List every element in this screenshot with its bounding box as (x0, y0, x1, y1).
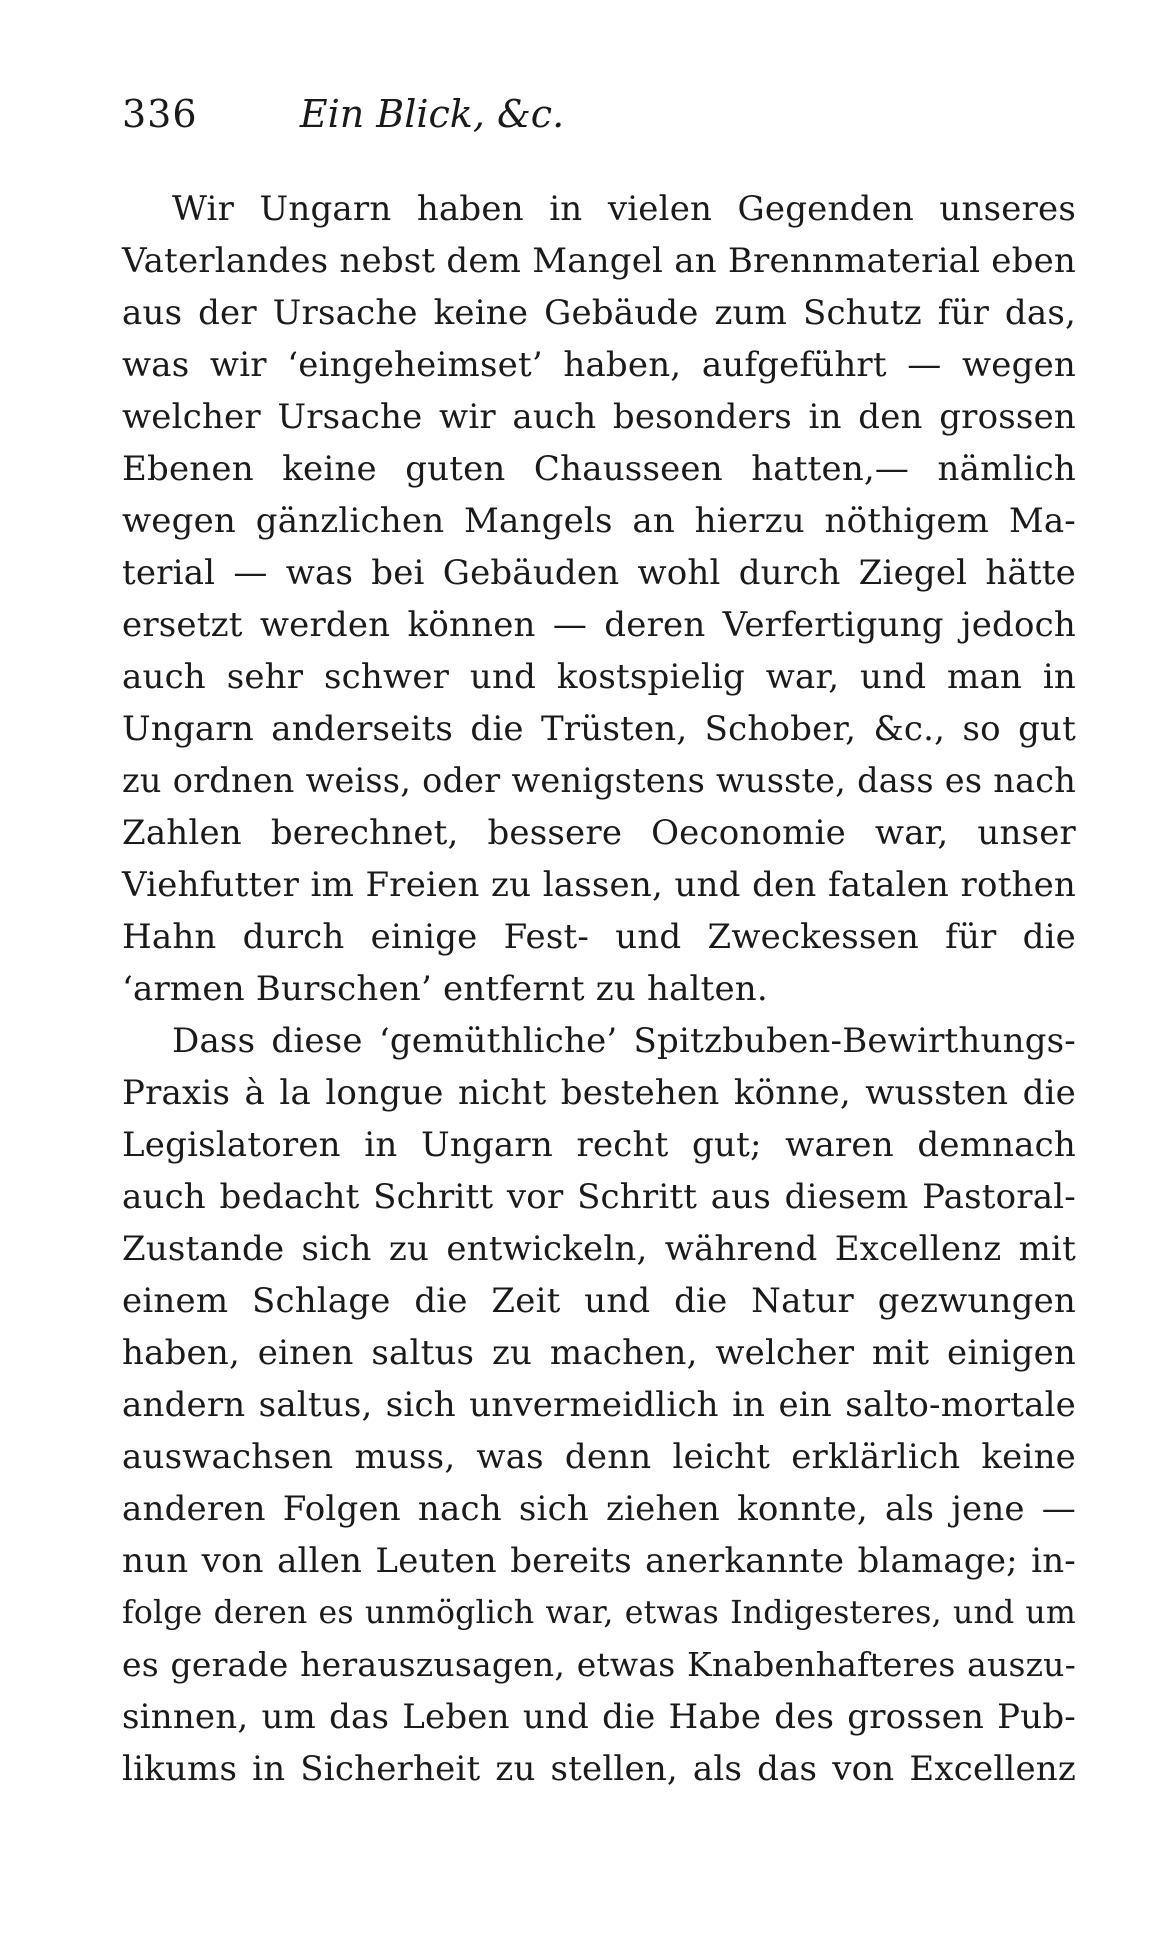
text-line: einem Schlage die Zeit und die Natur gezwungen (122, 1281, 1076, 1321)
running-head: Ein Blick, &c. (299, 92, 565, 136)
text-line: Praxis à la longue nicht bestehen könne, wussten die (122, 1073, 1076, 1113)
paragraph-1 (122, 183, 1076, 1015)
page-number: 336 (122, 92, 198, 136)
text-line: Ebenen keine guten Chausseen hatten,— nämlich (122, 449, 1076, 489)
text-line: was wir ‘eingeheimset’ haben, aufgeführt — wegen (122, 345, 1076, 385)
paragraph-2 (122, 1015, 1076, 1795)
body-text (122, 183, 1076, 1795)
text-line: likums in Sicherheit zu stellen, als das von Excellenz (122, 1749, 1076, 1789)
text-line: auswachsen muss, was denn leicht erklärlich keine (122, 1437, 1076, 1477)
text-line: Vaterlandes nebst dem Mangel an Brennmaterial eben (122, 241, 1076, 281)
text-line: anderen Folgen nach sich ziehen konnte, als jene — (122, 1489, 1076, 1529)
text-line: es gerade herauszusagen, etwas Knabenhafteres auszu- (122, 1645, 1076, 1684)
text-line: aus der Ursache keine Gebäude zum Schutz für das, (122, 293, 1076, 333)
text-line: terial — was bei Gebäuden wohl durch Ziegel hätte (122, 553, 1076, 593)
text-line: wegen gänzlichen Mangels an hierzu nöthigem Ma- (122, 501, 1076, 541)
text-line: ersetzt werden können — deren Verfertigung jedoch (122, 605, 1076, 645)
text-line: Zustande sich zu entwickeln, während Excellenz mit (122, 1229, 1076, 1269)
text-line: Ungarn anderseits die Trüsten, Schober, &c., so gut (122, 709, 1076, 749)
text-line: sinnen, um das Leben und die Habe des grossen Pub- (122, 1697, 1076, 1737)
text-line: auch bedacht Schritt vor Schritt aus diesem Pastoral- (122, 1177, 1076, 1217)
text-line: Viehfutter im Freien zu lassen, und den fatalen rothen (122, 865, 1076, 905)
text-line: haben, einen saltus zu machen, welcher mit einigen (122, 1333, 1076, 1373)
text-line: Wir Ungarn haben in vielen Gegenden unseres (172, 189, 1076, 229)
text-line: welcher Ursache wir auch besonders in den grossen (122, 397, 1076, 437)
text-line: zu ordnen weiss, oder wenigstens wusste, dass es nach (122, 761, 1076, 800)
text-line: nun von allen Leuten bereits anerkannte blamage; in- (122, 1541, 1076, 1581)
text-line: auch sehr schwer und kostspielig war, und man in (122, 657, 1076, 697)
page-header (122, 92, 1082, 142)
text-line: andern saltus, sich unvermeidlich in ein salto-mortale (122, 1385, 1076, 1425)
text-line: folge deren es unmöglich war, etwas Indigesteres, und um (122, 1595, 1076, 1631)
text-line: Zahlen berechnet, bessere Oeconomie war, unser (122, 813, 1076, 853)
text-line: ‘armen Burschen’ entfernt zu halten. (122, 969, 768, 1009)
text-line: Hahn durch einige Fest- und Zweckessen für die (122, 917, 1076, 957)
text-line: Legislatoren in Ungarn recht gut; waren demnach (122, 1125, 1076, 1165)
text-line: Dass diese ‘gemüthliche’ Spitzbuben-Bewirthungs- (172, 1021, 1076, 1061)
